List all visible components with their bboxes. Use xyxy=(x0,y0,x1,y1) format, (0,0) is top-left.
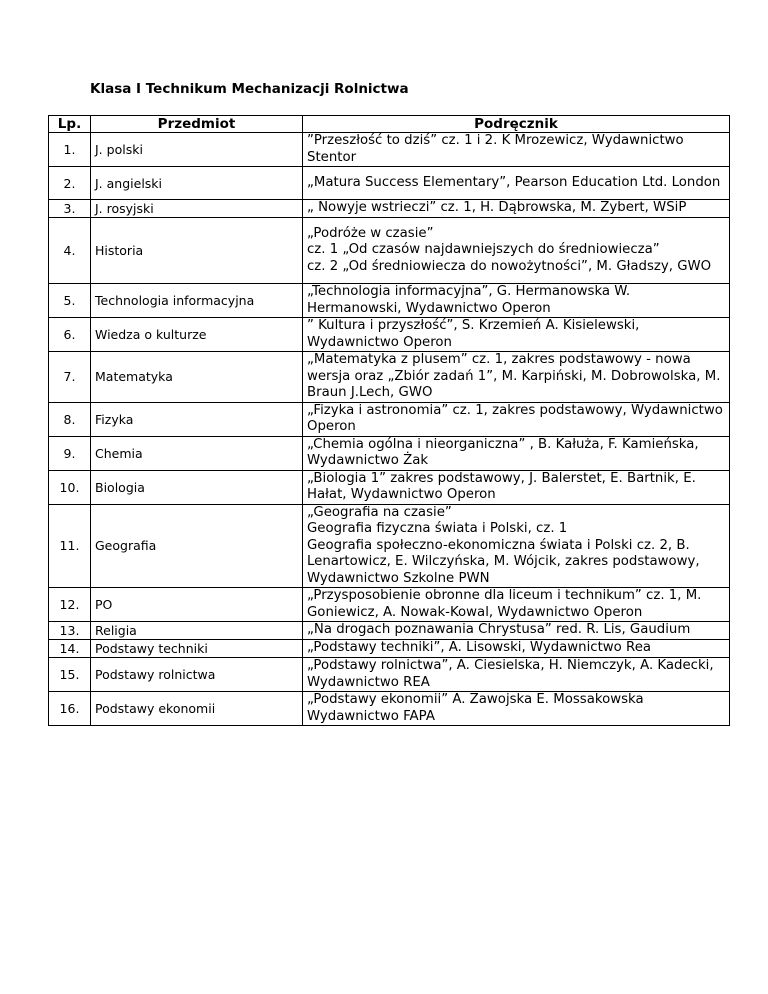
table-row xyxy=(49,470,730,504)
row-number: 11. xyxy=(49,504,91,588)
row-subject: Fizyka xyxy=(91,402,303,436)
header-book: Podręcznik xyxy=(303,116,730,133)
row-textbook: „Na drogach poznawania Chrystusa” red. R. Lis, Gaudium xyxy=(303,622,730,640)
row-number: 15. xyxy=(49,658,91,692)
table-row xyxy=(49,284,730,318)
row-number: 16. xyxy=(49,692,91,726)
row-subject: Biologia xyxy=(91,470,303,504)
table-row xyxy=(49,402,730,436)
row-textbook: „Biologia 1” zakres podstawowy, J. Balerstet, E. Bartnik, E. Hałat, Wydawnictwo Operon xyxy=(303,470,730,504)
header-lp: Lp. xyxy=(49,116,91,133)
table-row xyxy=(49,318,730,352)
table-row xyxy=(49,167,730,200)
row-number: 14. xyxy=(49,640,91,658)
row-number: 1. xyxy=(49,133,91,167)
row-textbook: „Fizyka i astronomia” cz. 1, zakres podstawowy, Wydawnictwo Operon xyxy=(303,402,730,436)
row-subject: Matematyka xyxy=(91,352,303,403)
row-number: 6. xyxy=(49,318,91,352)
table-row xyxy=(49,218,730,284)
row-number: 4. xyxy=(49,218,91,284)
row-textbook: „Geografia na czasie” Geografia fizyczna świata i Polski, cz. 1 Geografia społeczno-ekonomiczna świata i Polski cz. 2, B. Lenartowicz, E. Wilczyńska, M. Wójcik, zakres podstawowy, Wydawnictwo Szkolne PWN xyxy=(303,504,730,588)
table-row xyxy=(49,622,730,640)
table-row xyxy=(49,692,730,726)
row-textbook: „Matura Success Elementary”, Pearson Education Ltd. London xyxy=(303,167,730,200)
row-textbook: „Podstawy techniki”, A. Lisowski, Wydawnictwo Rea xyxy=(303,640,730,658)
row-subject: Chemia xyxy=(91,436,303,470)
row-subject: Religia xyxy=(91,622,303,640)
row-subject: Podstawy techniki xyxy=(91,640,303,658)
table-row xyxy=(49,133,730,167)
row-textbook: „Podstawy rolnictwa”, A. Ciesielska, H. Niemczyk, A. Kadecki, Wydawnictwo REA xyxy=(303,658,730,692)
row-textbook: „ Nowyje wstrieczi” cz. 1, H. Dąbrowska, M. Zybert, WSiP xyxy=(303,200,730,218)
table-row xyxy=(49,588,730,622)
row-textbook: ” Kultura i przyszłość”, S. Krzemień A. Kisielewski, Wydawnictwo Operon xyxy=(303,318,730,352)
row-subject: Geografia xyxy=(91,504,303,588)
row-subject: Technologia informacyjna xyxy=(91,284,303,318)
row-subject: J. polski xyxy=(91,133,303,167)
row-textbook: „Chemia ogólna i nieorganiczna” , B. Kałuża, F. Kamieńska, Wydawnictwo Żak xyxy=(303,436,730,470)
row-subject: J. rosyjski xyxy=(91,200,303,218)
table-row xyxy=(49,436,730,470)
row-number: 9. xyxy=(49,436,91,470)
table-row xyxy=(49,504,730,588)
row-number: 7. xyxy=(49,352,91,403)
header-subject: Przedmiot xyxy=(91,116,303,133)
row-subject: Historia xyxy=(91,218,303,284)
row-number: 12. xyxy=(49,588,91,622)
row-subject: Podstawy rolnictwa xyxy=(91,658,303,692)
row-subject: PO xyxy=(91,588,303,622)
row-number: 3. xyxy=(49,200,91,218)
table-row xyxy=(49,200,730,218)
row-textbook: „Matematyka z plusem” cz. 1, zakres podstawowy - nowa wersja oraz „Zbiór zadań 1”, M. Karpiński, M. Dobrowolska, M. Braun J.Lech, GWO xyxy=(303,352,730,403)
document-title: Klasa I Technikum Mechanizacji Rolnictwa xyxy=(90,81,409,97)
row-number: 8. xyxy=(49,402,91,436)
row-subject: J. angielski xyxy=(91,167,303,200)
row-textbook: „Przysposobienie obronne dla liceum i technikum” cz. 1, M. Goniewicz, A. Nowak-Kowal, Wydawnictwo Operon xyxy=(303,588,730,622)
row-textbook: „Podstawy ekonomii” A. Zawojska E. Mossakowska Wydawnictwo FAPA xyxy=(303,692,730,726)
table-row xyxy=(49,658,730,692)
row-number: 10. xyxy=(49,470,91,504)
table-header-row xyxy=(49,116,730,133)
table-row xyxy=(49,352,730,403)
row-textbook: ”Przeszłość to dziś” cz. 1 i 2. K Mrozewicz, Wydawnictwo Stentor xyxy=(303,133,730,167)
table-row xyxy=(49,640,730,658)
row-textbook: „Technologia informacyjna”, G. Hermanowska W. Hermanowski, Wydawnictwo Operon xyxy=(303,284,730,318)
row-subject: Podstawy ekonomii xyxy=(91,692,303,726)
textbook-table xyxy=(48,115,730,726)
row-number: 5. xyxy=(49,284,91,318)
row-textbook: „Podróże w czasie” cz. 1 „Od czasów najdawniejszych do średniowiecza” cz. 2 „Od średniowiecza do nowożytności”, M. Gładszy, GWO xyxy=(303,218,730,284)
row-subject: Wiedza o kulturze xyxy=(91,318,303,352)
row-number: 13. xyxy=(49,622,91,640)
row-number: 2. xyxy=(49,167,91,200)
